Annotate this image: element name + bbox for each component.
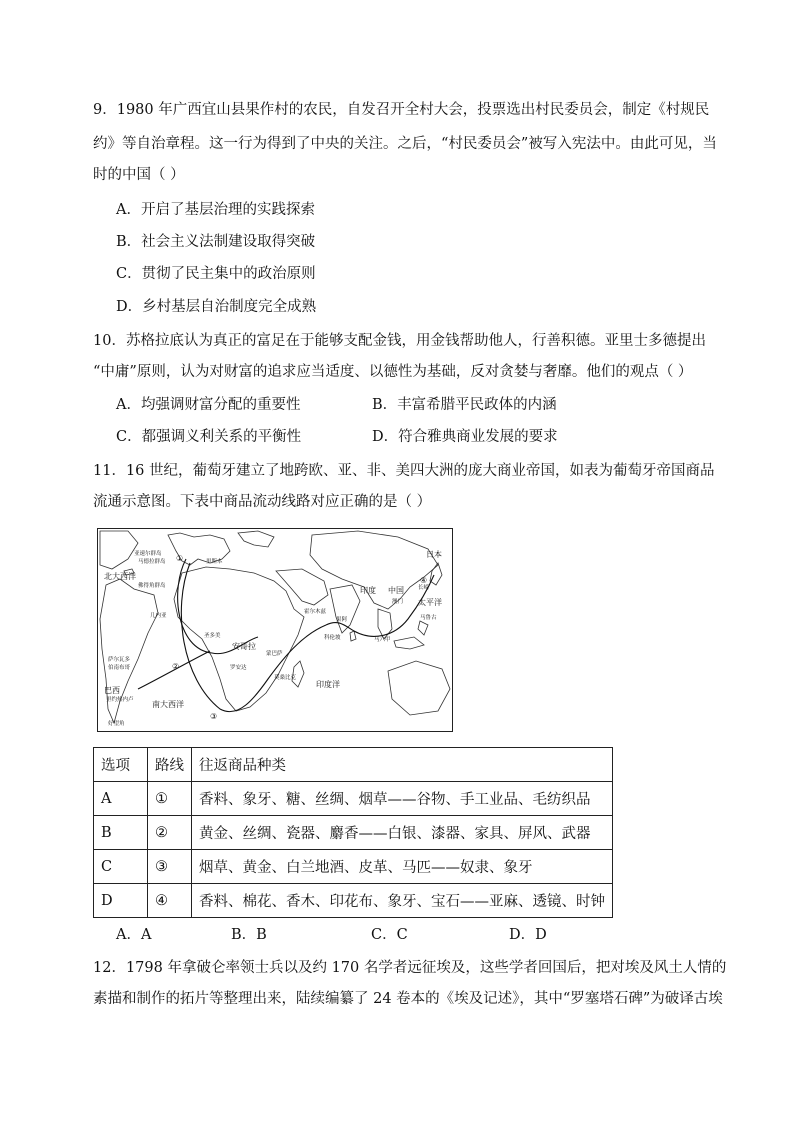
label-cape-verde: 佛得角群岛 — [138, 583, 166, 589]
table-row — [94, 782, 613, 816]
q9-stem-line-1: 9．1980 年广西宜山县果作村的农民，自发召开全村大会，投票选出村民委员会，制定《村规民 — [93, 102, 710, 118]
route-3-marker: ③ — [210, 712, 218, 721]
table-header-cell: 选项 — [94, 748, 148, 782]
table-header-row — [94, 748, 613, 782]
q10-stem-line-2: “中庸”原则，认为对财富的追求应当适度、以德性为基础，反对贪婪与奢靡。他们的观点（ ） — [93, 364, 693, 380]
label-indian-ocean: 印度洋 — [316, 680, 340, 689]
q10-option-d[interactable]: D．符合雅典商业发展的要求 — [372, 429, 558, 445]
label-lisbon: 里斯本 — [206, 559, 223, 565]
portuguese-trade-map — [97, 528, 453, 732]
label-macao: 澳门 — [392, 599, 404, 605]
label-mozambique: 莫桑比克 — [274, 675, 297, 681]
table-cell-goods: 香料、棉花、香木、印花布、象牙、宝石——亚麻、透镜、时钟 — [192, 884, 613, 918]
table-row — [94, 850, 613, 884]
table-cell-route: ② — [148, 816, 192, 850]
q11-answer-d[interactable]: D．D — [509, 927, 547, 943]
q11-answer-b[interactable]: B．B — [231, 927, 267, 943]
label-salvador: 萨尔瓦多 — [108, 657, 131, 663]
label-north-atlantic: 北大西洋 — [104, 572, 136, 581]
label-azores: 亚速尔群岛 — [134, 551, 162, 557]
table-row — [94, 816, 613, 850]
label-sao-tome: 圣多美 — [204, 633, 221, 639]
table-cell-goods: 黄金、丝绸、瓷器、麝香——白银、漆器、家具、屏风、武器 — [192, 816, 613, 850]
label-angola: 安哥拉 — [232, 642, 256, 651]
label-madeira: 马德拉群岛 — [138, 559, 166, 565]
q10-option-b[interactable]: B．丰富希腊平民政体的内涵 — [372, 397, 557, 413]
map-drawing — [98, 529, 452, 731]
label-luanda: 罗安达 — [230, 665, 247, 671]
q9-stem-line-2: 约》等自治章程。这一行为得到了中央的关注。之后，“村民委员会”被写入宪法中。由此可见，当 — [93, 136, 717, 152]
q9-option-d[interactable]: D．乡村基层自治制度完全成熟 — [116, 299, 317, 315]
map-text-labels — [104, 549, 442, 727]
q11-stem-line-1: 11．16 世纪，葡萄牙建立了地跨欧、亚、非、美四大洲的庞大商业帝国，如表为葡萄牙帝国商品 — [93, 463, 715, 479]
q10-option-c[interactable]: C．都强调义利关系的平衡性 — [116, 429, 302, 445]
label-pacific: 太平洋 — [418, 598, 442, 607]
table-cell-option: A — [94, 782, 148, 816]
label-japan: 日本 — [426, 550, 442, 559]
q12-stem-line-1: 12．1798 年拿破仑率领士兵以及约 170 名学者远征埃及，这些学者回国后，把对埃及风土人情的 — [93, 960, 727, 976]
q9-option-c[interactable]: C．贯彻了民主集中的政治原则 — [116, 266, 316, 282]
table-header-cell: 路线 — [148, 748, 192, 782]
label-china: 中国 — [388, 586, 404, 595]
table-cell-goods: 烟草、黄金、白兰地酒、皮革、马匹——奴隶、象牙 — [192, 850, 613, 884]
q10-option-a[interactable]: A．均强调财富分配的重要性 — [116, 397, 301, 413]
q11-answer-a[interactable]: A．A — [116, 927, 152, 943]
label-rio: 里约热内卢 — [106, 697, 134, 703]
table-cell-option: B — [94, 816, 148, 850]
q9-option-b[interactable]: B．社会主义法制建设取得突破 — [116, 234, 316, 250]
table-cell-option: D — [94, 884, 148, 918]
q10-stem-line-1: 10．苏格拉底认为真正的富足在于能够支配金钱，用金钱帮助他人，行善积德。亚里士多德提出 — [93, 333, 706, 349]
table-cell-goods: 香料、象牙、糖、丝绸、烟草——谷物、手工业品、毛纺织品 — [192, 782, 613, 816]
label-india: 印度 — [360, 586, 376, 595]
label-moluccas: 马鲁古 — [420, 615, 437, 621]
label-brazil: 巴西 — [104, 686, 120, 695]
label-cape: 好望角 — [108, 721, 125, 727]
table-cell-route: ① — [148, 782, 192, 816]
table-cell-route: ④ — [148, 884, 192, 918]
label-goa: 果阿 — [336, 617, 348, 623]
label-malacca: 马六甲 — [374, 637, 391, 643]
route-2-marker: ② — [172, 662, 180, 671]
label-mombasa: 蒙巴萨 — [266, 651, 283, 657]
label-guinea: 几内亚 — [150, 613, 167, 619]
label-nagasaki: 长崎 — [418, 585, 430, 591]
table-header-cell: 往返商品种类 — [192, 748, 613, 782]
q9-option-a[interactable]: A．开启了基层治理的实践探索 — [116, 202, 315, 218]
q11-answer-c[interactable]: C．C — [371, 927, 408, 943]
table-cell-option: C — [94, 850, 148, 884]
q11-stem-line-2: 流通示意图。下表中商品流动线路对应正确的是（ ） — [93, 494, 432, 510]
label-hormuz: 霍尔木兹 — [304, 609, 327, 615]
q12-stem-line-2: 素描和制作的拓片等整理出来，陆续编纂了 24 卷本的《埃及记述》，其中“罗塞塔石碑”为破译古埃 — [93, 991, 723, 1007]
label-south-atlantic: 南大西洋 — [152, 700, 184, 709]
route-1-marker: ① — [176, 554, 184, 563]
route-4-marker: ④ — [420, 576, 428, 585]
q9-stem-line-3: 时的中国（ ） — [93, 167, 185, 183]
label-pernambuco: 伯南布哥 — [108, 665, 131, 671]
table-row — [94, 884, 613, 918]
table-cell-route: ③ — [148, 850, 192, 884]
route-1-path — [178, 559, 258, 654]
label-ceylon: 科伦坡 — [324, 635, 341, 641]
route-goods-table — [93, 747, 613, 918]
